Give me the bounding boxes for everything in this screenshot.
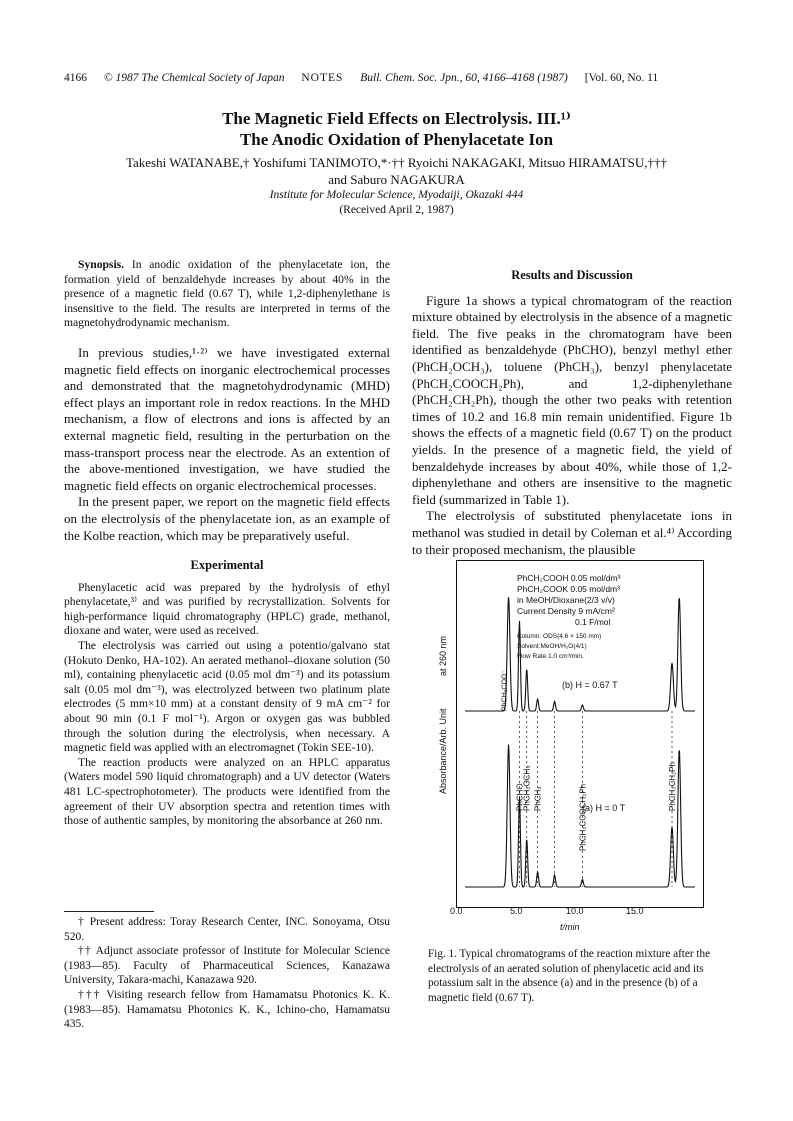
footnote-rule [64, 911, 154, 912]
peak-label: PhCH₂CH₂Ph [668, 762, 677, 811]
legend-line: Column: ODS(4.6 × 150 mm) [517, 633, 602, 640]
x-tick: 0.0 [450, 906, 463, 916]
footnote-2: †† Adjunct associate professor of Institute for Molecular Science (1983—85). Faculty of Pharmaceutical Sciences, Kanazawa University, Takara-machi, Kanazawa 920. [64, 945, 390, 987]
synopsis-text: In anodic oxidation of the phenylacetate ion, the formation yield of benzaldehyde increases by about 40% in the presence of a magnetic field (0.67 T), while 1,2-diphenylethane is insensitive to the field. The results are interpreted in terms of the magnetohydrodynamic mechanism. [64, 258, 390, 330]
footnote-3: ††† Visiting research fellow from Hamamatsu Photonics K. K. (1983—85). Hamamatsu Photonics K. K., Ichino-cho, Hamamatsu 435. [64, 988, 390, 1031]
x-tick: 5.0 [510, 906, 523, 916]
series-label-b: (b) H = 0.67 T [562, 680, 618, 690]
author-list [0, 154, 793, 188]
legend-line: 0.1 F/mol [575, 617, 611, 627]
experimental-paragraph-2: The electrolysis was carried out using a potentio/galvano stat (Hokuto Denko, HA-102). An aerated methanol–dioxane solution (50 ml), containing phenylacetic acid (0.05 mol dm⁻³) and its potassium salt (0.05 mol dm⁻³), was electrolyzed between two platinum plate electrodes (5 mm×10 mm) at a constant density of 9 mA cm⁻² for about 90 min (0.1 F mol⁻¹). Argon or oxygen gas was bubbled through the solution during the electrolysis, when necessary. A magnetic field was applied with an electromagnet (Tokin SEE-10). [64, 639, 390, 755]
series-label-a: (a) H = 0 T [582, 803, 626, 813]
results-heading: Results and Discussion [511, 268, 633, 282]
experimental-paragraph-3: The reaction products were analyzed on an HPLC apparatus (Waters model 590 liquid chromatograph) and a UV detector (Waters 481 LC-spectrophotometer). The products were identified from the agreement of their UV absorption spectra and retention times with those of authentic samples, by monitoring the absorbance at 260 nm. [64, 755, 390, 828]
x-tick: 10.0 [566, 906, 584, 916]
results-paragraph-1: Figure 1a shows a typical chromatogram of the reaction mixture obtained by electrolysis in the absence of a magnetic field. The five peaks in the chromatogram have been identified as benzaldehyde (PhCHO), benzyl methyl ether (PhCH₂OCH₃), toluene (PhCH₃), benzyl phenylacetate (PhCH₂COOCH₂Ph), and 1,2-diphenylethane (PhCH₂CH₂Ph), though the other two peaks with retention times of 10.2 and 16.8 min remain unidentified. Figure 1b shows the effects of a magnetic field (0.67 T) on the product yields. In the presence of a magnetic field, the yield of benzaldehyde increases by about 40%, while those of 1,2-diphenylethane and others are insensitive to the magnetic field (summarized in Table 1). [412, 292, 732, 507]
copyright: © 1987 The Chemical Society of Japan [103, 72, 285, 84]
caption-label: Fig. 1. [428, 948, 457, 960]
legend-line: in MeOH/Dioxane(2/3 v/v) [517, 595, 615, 605]
authors-line-2: and Saburo NAGAKURA [328, 172, 465, 187]
title-line-1: The Magnetic Field Effects on Electrolysis. III.¹⁾ [222, 109, 571, 128]
section-label: NOTES [301, 72, 344, 84]
chromatogram-figure [456, 560, 704, 908]
legend-line: PhCH₂COOK 0.05 mol/dm³ [517, 584, 620, 594]
figure-caption [428, 947, 720, 1005]
legend-line: Solvent:MeOH/H₂O(4/1) [517, 643, 587, 650]
intro-paragraph-2: In the present paper, we report on the magnetic field effects on the electrolysis of the phenylacetate ion, as an example of the Kolbe reaction, which may be preparatively useful. [64, 494, 390, 543]
running-header [64, 72, 744, 84]
journal-citation: Bull. Chem. Soc. Jpn., 60, 4166–4168 (1987) [360, 72, 568, 84]
received-date: (Received April 2, 1987) [339, 204, 454, 216]
chromatogram-chart [457, 561, 703, 907]
peak-label: PhCH₂OCH₃ [522, 765, 532, 811]
peak-label: PhCH₂COOCH₂Ph [578, 783, 588, 851]
volume-label: [Vol. 60, No. 11 [584, 72, 659, 84]
x-tick: 15.0 [626, 906, 644, 916]
x-axis-ticks [440, 906, 710, 920]
legend-line: PhCH₂COOH 0.05 mol/dm³ [517, 573, 621, 583]
results-paragraph-2: The electrolysis of substituted phenylacetate ions in methanol was studied in detail by Coleman et al.⁴⁾ According to their proposed mechanism, the plausible [412, 508, 732, 557]
caption-text: Typical chromatograms of the reaction mixture after the electrolysis of an aerated solution of phenylacetic acid and its potassium salt in the absence (a) and in the presence (b) of a magnetic field (0.67 T). [428, 948, 711, 1004]
peak-label: PhCH₂COO⁻ [501, 669, 509, 711]
experimental-heading: Experimental [190, 558, 264, 573]
article-title [0, 108, 793, 150]
legend-line: Current Density 9 mA/cm² [517, 606, 615, 616]
y-axis-label: Absorbance/Arb. Unit [438, 708, 448, 795]
y-axis-label-2: at 260 nm [438, 635, 448, 676]
affiliation [0, 188, 793, 218]
footnote-1: † Present address: Toray Research Center, INC. Sonoyama, Otsu 520. [64, 916, 390, 943]
experimental-paragraph-1: Phenylacetic acid was prepared by the hydrolysis of ethyl phenylacetate,³⁾ and was purified by recrystallization. Solvents for high-performance liquid chromatography (HPLC) grade, methanol, dioxane and water, were used as received. [64, 580, 390, 638]
footnotes [64, 915, 390, 1032]
synopsis-label: Synopsis. [78, 258, 125, 271]
intro-paragraph-1: In previous studies,¹·²⁾ we have investigated external magnetic field effects on inorganic electrochemical processes and demonstrated that the magnetohydrodynamic (MHD) effect plays an important role in redox reactions. In the MHD mechanism, a flow of electrons and ions is affected by an external magnetic field, resulting in the perturbation on the mass-transport process near the electrode. As an extention of the above-mentioned investigation, we have studied the magnetic field effects on organic electrochemical processes. [64, 344, 390, 493]
peak-label: PhCHO [515, 783, 525, 811]
y-axis-label-wrap [436, 575, 450, 855]
x-axis-label: t/min [560, 922, 580, 932]
page-number: 4166 [64, 72, 87, 84]
synopsis [64, 258, 390, 331]
institute: Institute for Molecular Science, Myodaiji, Okazaki 444 [269, 189, 524, 201]
title-line-2: The Anodic Oxidation of Phenylacetate Ion [239, 130, 554, 149]
peak-label: PhCH₃ [533, 786, 543, 811]
authors-line-1: Takeshi WATANABE,† Yoshifumi TANIMOTO,*·†† Ryoichi NAKAGAKI, Mitsuo HIRAMATSU,††† [125, 155, 668, 170]
legend-line: Flow Rate 1.0 cm³/min. [517, 653, 584, 660]
left-column [64, 258, 390, 829]
right-column [412, 268, 732, 558]
